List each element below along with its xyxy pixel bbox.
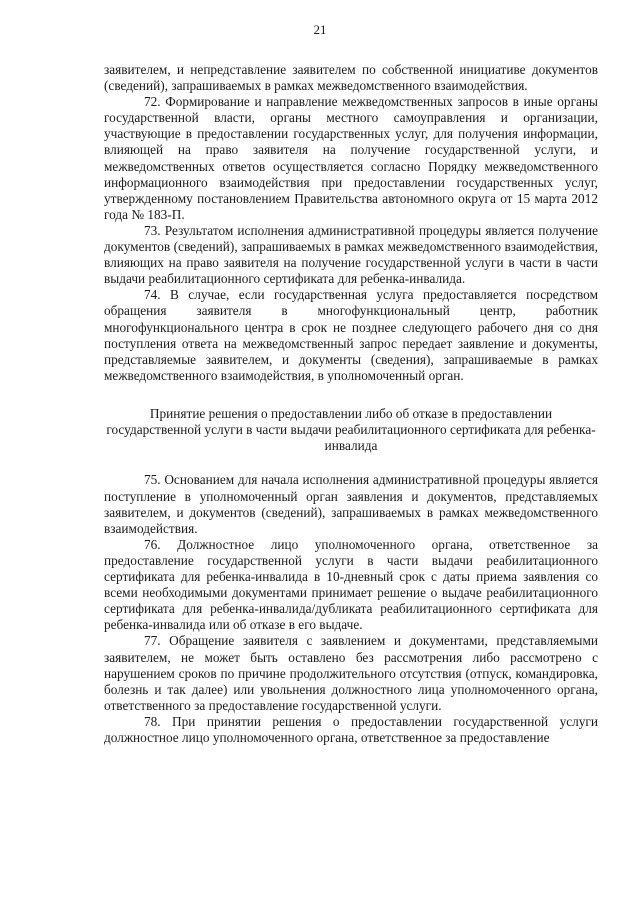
paragraph: 77. Обращение заявителя с заявлением и документами, представляемыми заявителем, не может быть оставлено без рассмотрения либо рассмотрено с нарушением сроков по причине продолжительного отсутствия (отпуск, командировка, болезнь и так далее) или увольнения должностного лица уполномоченного органа, ответственного за предоставление государственной услуги. — [104, 633, 598, 713]
paragraph: заявителем, и непредставление заявителем по собственной инициативе документов (сведений), запрашиваемых в рамках межведомственного взаимодействия. — [104, 62, 598, 94]
paragraph: 74. В случае, если государственная услуга предоставляется посредством обращения заявителя в многофункциональный центр, работник многофункционального центра в срок не позднее следующего рабочего дня со дня поступления ответа на межведомственный запрос передает заявление и документы, представляемые заявителем, и документы (сведения), запрашиваемые в рамках межведомственного взаимодействия, в уполномоченный орган. — [104, 287, 598, 383]
paragraph: 72. Формирование и направление межведомственных запросов в иные органы государственной власти, органы местного самоуправления и организации, участвующие в предоставлении государственных услуг, для получения информации, влияющей на право заявителя на получение государственной услуги, и межведомственных ответов осуществляется согласно Порядку межведомственного информационного взаимодействия при предоставлении государственных услуг, утвержденному постановлением Правительства автономного округа от 15 марта 2012 года № 183-П. — [104, 94, 598, 222]
paragraph: 73. Результатом исполнения административной процедуры является получение документов (сведений), запрашиваемых в рамках межведомственного взаимодействия, влияющих на право заявителя на получение государственной услуги в части в части выдачи реабилитационного сертификата для ребенка-инвалида. — [104, 222, 598, 287]
document-body — [104, 62, 598, 746]
paragraph-group-top — [104, 62, 598, 384]
paragraph: 76. Должностное лицо уполномоченного органа, ответственное за предоставление государственной услуги в части выдачи реабилитационного сертификата для ребенка-инвалида в 10-дневный срок с даты приема заявления со всеми необходимыми документами принимает решение о выдаче реабилитационного сертификата для ребенка-инвалида/дубликата реабилитационного сертификата для ребенка-инвалида или об отказе в его выдаче. — [104, 536, 598, 633]
page-number: 21 — [313, 22, 327, 37]
section-title: Принятие решения о предоставлении либо об отказе в предоставлении государственной услуги в части выдачи реабилитационного сертификата для ребенка-инвалида — [106, 405, 596, 454]
paragraph: 78. При принятии решения о предоставлении государственной услуги должностное лицо уполномоченного органа, ответственное за предоставление — [104, 713, 598, 745]
paragraph-group-bottom — [104, 472, 598, 746]
paragraph: 75. Основанием для начала исполнения административной процедуры является поступление в уполномоченный орган заявления и документов, представляемых заявителем, и документов (сведений), запрашиваемых в рамках межведомственного взаимодействия. — [104, 472, 598, 536]
